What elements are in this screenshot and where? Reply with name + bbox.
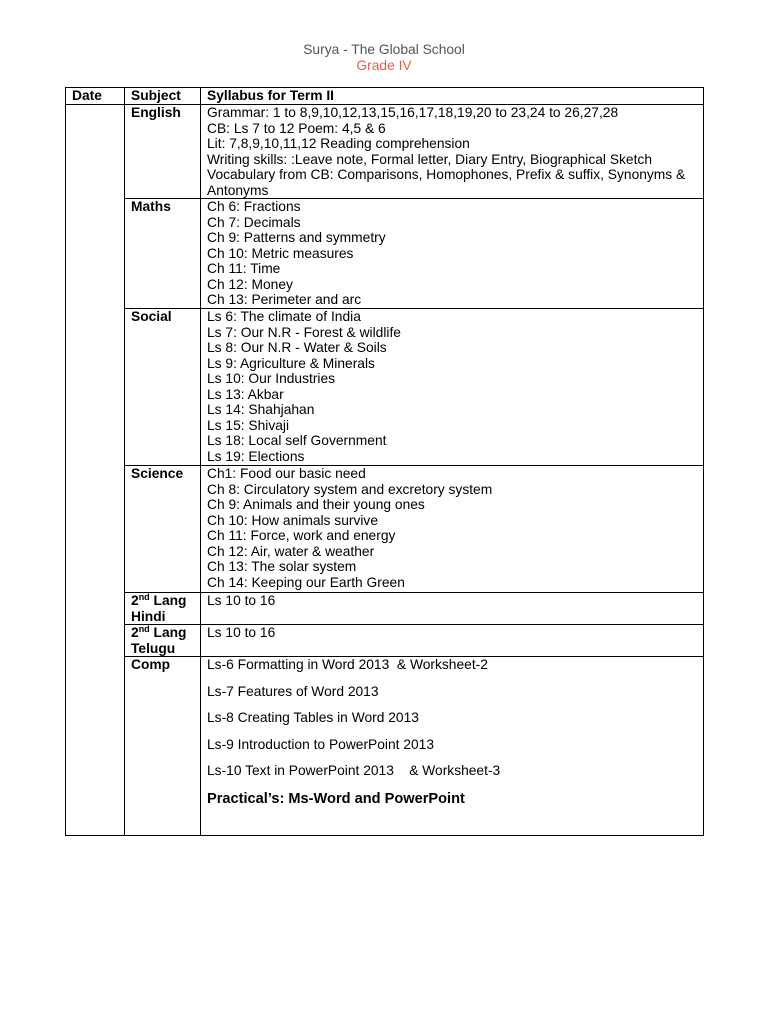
syllabus-line: Ls 8: Our N.R - Water & Soils [207,340,387,355]
subject-cell-hindi [125,593,201,625]
syllabus-line: Ch 8: Circulatory system and excretory system [207,481,493,497]
syllabus-line: Vocabulary from CB: Comparisons, Homophones, Prefix & suffix, Synonyms & Antonyms [207,167,686,198]
syllabus-line: Ch 9: Animals and their young ones [207,497,425,512]
date-column-cell [66,105,125,836]
grade-label: Grade IV [356,58,412,73]
syllabus-line: Ls 13: Akbar [207,386,284,402]
syllabus-line: Ch 13: Perimeter and arc [207,292,362,307]
syllabus-cell-english [201,105,704,199]
subject-label-line [131,625,196,641]
subject-label: Science [131,466,184,481]
syllabus-line: Writing skills: :Leave note, Formal letter, Diary Entry, Biographical Sketch [207,151,652,167]
syllabus-line: Ch 14: Keeping our Earth Green [207,574,405,590]
subject-ordinal: 2 [131,625,139,640]
syllabus-line: CB: Ls 7 to 12 Poem: 4,5 & 6 [207,120,386,136]
subject-cell-maths [125,199,201,309]
subject-cell-social [125,309,201,466]
header-syllabus: Syllabus for Term II [201,88,704,105]
syllabus-line: Ch1: Food our basic need [207,466,366,481]
syllabus-cell-comp [201,657,704,836]
syllabus-line: Ls-8 Creating Tables in Word 2013 [207,710,419,725]
subject-language: Telugu [131,640,176,656]
syllabus-line: Ch 13: The solar system [207,559,357,574]
syllabus-line: Ls-10 Text in PowerPoint 2013 & Worksheet-3 [207,763,501,778]
subject-label: Comp [131,657,171,672]
syllabus-line: Ls 6: The climate of India [207,309,361,324]
syllabus-line: Ch 9: Patterns and symmetry [207,230,386,245]
subject-cell-telugu [125,625,201,657]
syllabus-cell-maths [201,199,704,309]
subject-label: Lang [153,593,187,608]
syllabus-line: Ls 9: Agriculture & Minerals [207,355,375,371]
syllabus-line: Ls 15: Shivaji [207,417,290,433]
syllabus-line: Ch 7: Decimals [207,214,301,230]
subject-ordinal: 2 [131,593,139,608]
syllabus-line: Ch 12: Air, water & weather [207,543,375,559]
syllabus-line: Ls-9 Introduction to PowerPoint 2013 [207,736,435,752]
syllabus-line: Ls 7: Our N.R - Forest & wildlife [207,324,401,340]
subject-label: Lang [153,625,187,640]
syllabus-line: Ch 11: Force, work and energy [207,528,396,543]
syllabus-line: Ls 10 to 16 [207,593,276,608]
subject-label-line [131,593,196,609]
syllabus-line: Ls 14: Shahjahan [207,402,315,417]
syllabus-line: Ls 19: Elections [207,448,305,464]
syllabus-line: Ls 18: Local self Government [207,433,387,448]
syllabus-line: Ch 12: Money [207,276,293,292]
syllabus-line: Grammar: 1 to 8,9,10,12,13,15,16,17,18,19,20 to 23,24 to 26,27,28 [207,105,619,120]
syllabus-line: Lit: 7,8,9,10,11,12 Reading comprehension [207,136,470,151]
syllabus-line: Ls-7 Features of Word 2013 [207,683,379,699]
subject-label: Social [131,309,172,324]
subject-ordinal-suffix: nd [138,592,150,602]
syllabus-line: Ls 10: Our Industries [207,371,336,386]
practical-note: Practical’s: Ms-Word and PowerPoint [207,790,465,807]
syllabus-cell-social [201,309,704,466]
syllabus-line: Ch 11: Time [207,261,281,276]
subject-cell-science [125,466,201,593]
syllabus-line: Ch 6: Fractions [207,199,301,214]
syllabus-table [65,87,704,836]
subject-label: Maths [131,199,171,214]
syllabus-line: Ch 10: Metric measures [207,245,354,261]
subject-cell-english [125,105,201,199]
subject-language: Hindi [131,608,166,624]
syllabus-cell-hindi [201,593,704,625]
subject-label: English [131,105,181,120]
syllabus-line: Ch 10: How animals survive [207,512,378,528]
syllabus-cell-telugu [201,625,704,657]
syllabus-line: Ls-6 Formatting in Word 2013 & Worksheet-2 [207,657,488,672]
syllabus-cell-science [201,466,704,593]
subject-cell-comp [125,657,201,836]
header-subject: Subject [125,88,201,105]
header-date: Date [66,88,125,105]
subject-ordinal-suffix: nd [138,624,150,634]
syllabus-line: Ls 10 to 16 [207,625,276,640]
school-name: Surya - The Global School [303,42,465,57]
